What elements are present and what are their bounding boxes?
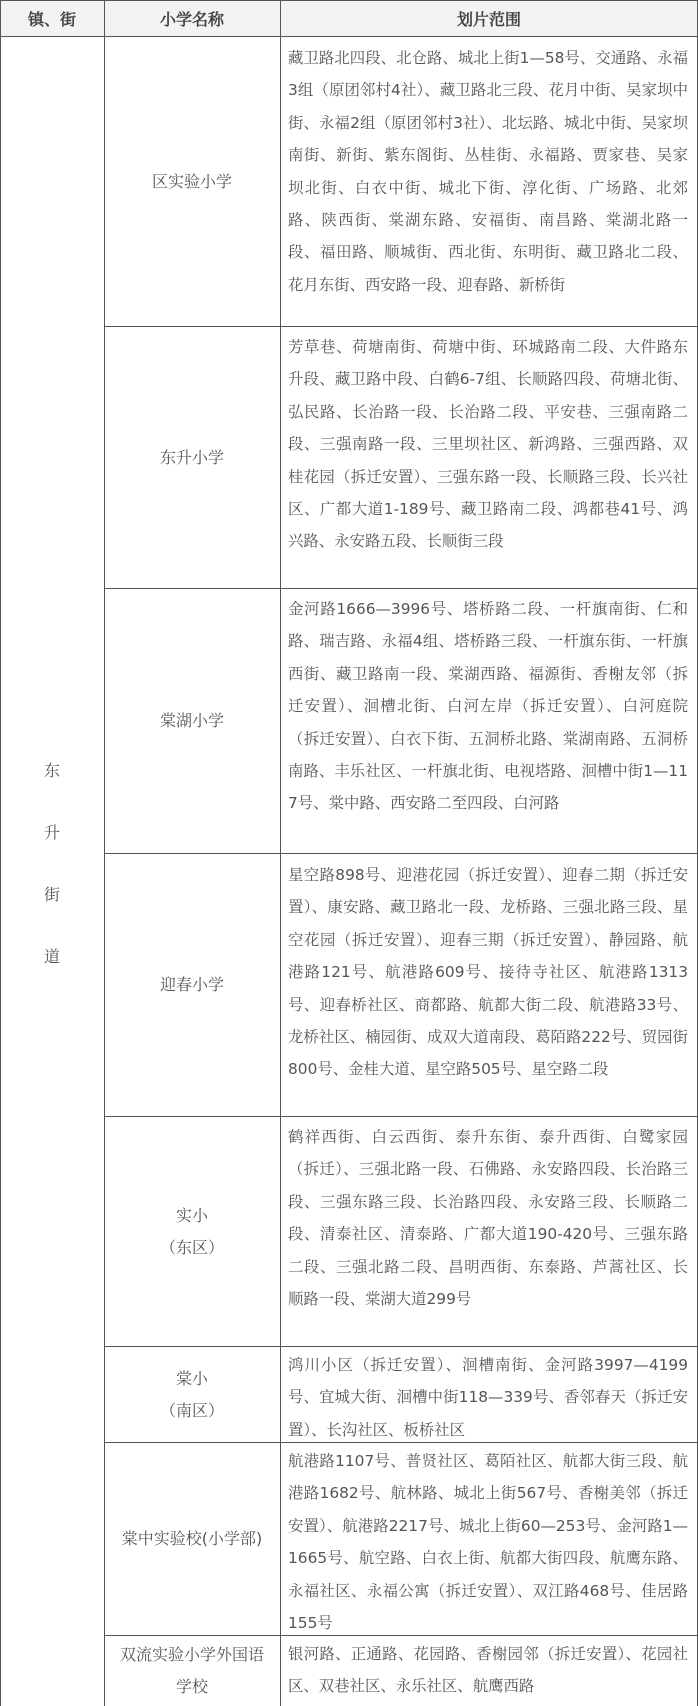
school-name: 实小 (175, 1205, 208, 1225)
district-range-cell: 航港路1107号、普贤社区、葛陌社区、航都大街三段、航港路1682号、航林路、城北上街567号、香榭美邻（拆迁安置）、航港路2217号、城北上街60—253号、金河路1—1665号、航空路、白衣上街、航都大街四段、航鹰东路、永福社区、永福公寓（拆迁安置）、双江路468号、佳居路155号 (288, 1452, 688, 1633)
header-district-range: 划片范围 (280, 0, 698, 36)
district-range-cell: 鸿川小区（拆迁安置）、洄槽南街、金河路3997—4199号、宜城大街、洄槽中街118—339号、香邻春天（拆迁安置）、长沟社区、板桥社区 (288, 1356, 688, 1439)
school-name-cell (104, 327, 280, 588)
district-range-cell: 藏卫路北四段、北仓路、城北上街1—58号、交通路、永福3组（原团邻村4社）、藏卫路北三段、花月中街、吴家坝中街、永福2组（原团邻村3社）、北坛路、城北中街、吴家坝南街、新街、紫东阁街、丛桂街、永福路、贾家巷、吴家坝北街、白衣中街、城北下街、淳化街、广场路、北郊路、陕西街、棠湖东路、安福街、南昌路、棠湖北路一段、福田路、顺城街、西北街、东明街、藏卫路北二段、花月东街、西安路一段、迎春路、新桥街 (288, 49, 688, 294)
school-name-sub: （东区） (159, 1237, 224, 1257)
school-name-sub: 学校 (175, 1677, 208, 1696)
school-name-cell (104, 1117, 280, 1346)
school-name-cell (104, 854, 280, 1116)
school-name: 棠湖小学 (159, 711, 224, 730)
district-range-cell: 鹤祥西街、白云西街、泰升东街、泰升西街、白鹭家园（拆迁）、三强北路一段、石佛路、永安路四段、长治路三段、三强东路三段、长治路四段、永安路三段、长顺路二段、清泰社区、清泰路、广都大道190-420号、三强东路二段、三强北路二段、昌明西街、东泰路、芦蒿社区、长顺路一段、棠湖大道299号 (288, 1128, 688, 1309)
district-range-cell: 星空路898号、迎港花园（拆迁安置）、迎春二期（拆迁安置）、康安路、藏卫路北一段、龙桥路、三强北路三段、星空花园（拆迁安置）、迎春三期（拆迁安置）、静园路、航港路121号、航港路609号、接待寺社区、航港路1313号、迎春桥社区、商都路、航都大街二段、航港路33号、龙桥社区、楠园街、成双大道南段、葛陌路222号、贸园街800号、金桂大道、星空路505号、星空路二段 (288, 866, 688, 1079)
school-name-cell (104, 1347, 280, 1442)
town-cell-dongsheng (0, 740, 104, 988)
district-range-cell: 金河路1666—3996号、塔桥路二段、一杆旗南街、仁和路、瑞吉路、永福4组、塔桥路三段、一杆旗东街、一杆旗西街、藏卫路南一段、棠湖西路、福源街、香榭友邻（拆迁安置）、洄槽北街、白河左岸（拆迁安置）、白河庭院（拆迁安置）、白衣下街、五洞桥北路、棠湖南路、五洞桥南路、丰乐社区、一杆旗北街、电视塔路、洄槽中街1—117号、棠中路、西安路二至四段、白河路 (288, 600, 688, 813)
district-range-cell: 银河路、正通路、花园路、香榭园邻（拆迁安置）、花园社区、双巷社区、永乐社区、航鹰西路 (288, 1645, 688, 1696)
school-name-cell (104, 589, 280, 853)
district-range-cell: 芳草巷、荷塘南街、荷塘中街、环城路南二段、大件路东升段、藏卫路中段、白鹤6-7组、长顺路四段、荷塘北街、弘民路、长治路一段、长治路二段、平安巷、三强南路二段、三强南路一段、三里坝社区、新鸿路、三强西路、双桂花园（拆迁安置）、三强东路一段、长顺路三段、长兴社区、广都大道1-189号、藏卫路南二段、鸿都巷41号、鸿兴路、永安路五段、长顺街三段 (288, 338, 688, 551)
school-name-sub: （南区） (159, 1400, 224, 1420)
school-name: 迎春小学 (159, 975, 224, 994)
town-char: 道 (43, 947, 60, 966)
school-name-cell (104, 1443, 280, 1635)
town-char: 街 (43, 885, 60, 904)
school-name-cell (104, 37, 280, 326)
school-name-cell (104, 1636, 280, 1706)
school-name: 棠中实验校(小学部) (121, 1529, 263, 1548)
town-char: 东 (43, 761, 60, 780)
school-name: 东升小学 (159, 447, 224, 467)
header-town: 镇、街 (0, 0, 104, 36)
school-name: 双流实验小学外国语 (119, 1645, 264, 1664)
school-name: 棠小 (175, 1368, 208, 1388)
town-char: 升 (43, 823, 60, 842)
header-school-name: 小学名称 (104, 0, 280, 36)
school-name: 区实验小学 (151, 171, 232, 191)
